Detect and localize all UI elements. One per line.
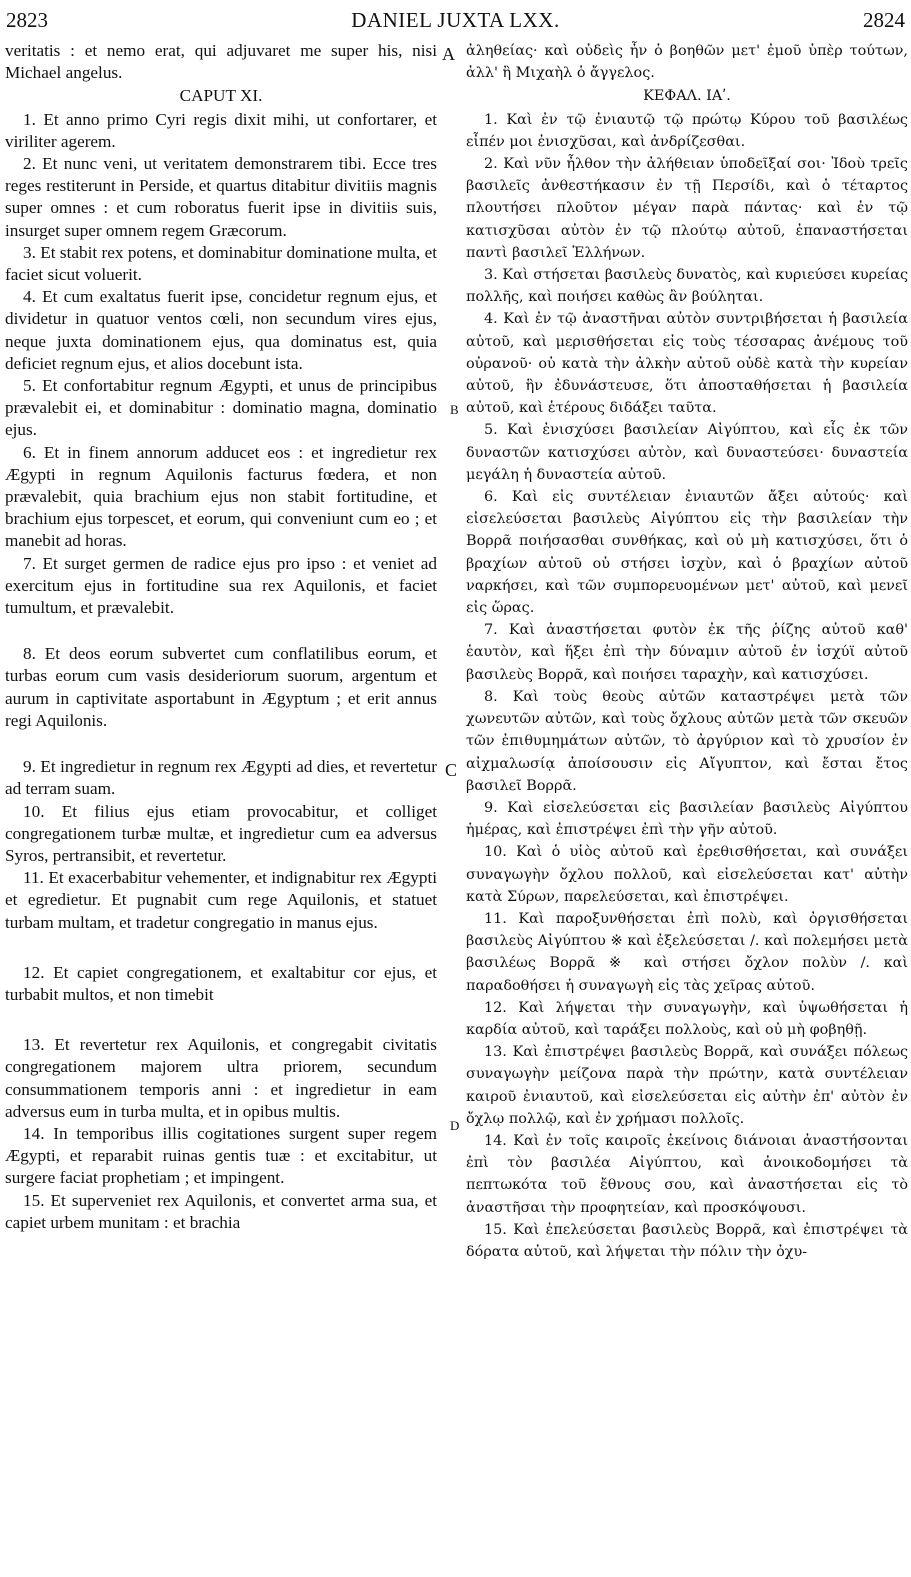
latin-column [5, 40, 437, 1234]
greek-verse-14: 14. Καὶ ἐν τοῖς καιροῖς ἐκείνοις διάνοιαι ἀναστήσονται ἐπὶ τὸν βασιλέα Αἰγύπτου, καὶ ἀνοικοδομήσει τὰ πεπτωκότα τοῦ ἔθνους σου, καὶ ἀναστήσεται εἰς τὸ ἀναστῆσαι τὴν προφητείαν, καὶ προσκόψουσι. [466, 1132, 908, 1216]
greek-verse-6: 6. Καὶ εἰς συντέλειαν ἐνιαυτῶν ἄξει αὐτούς· καὶ εἰσελεύσεται βασιλεὺς Αἰγύπτου εἰς τὴν βασιλείαν τὴν Βορρᾶ ποιήσασθαι συνθήκας, καὶ οὐ μὴ κατισχύσει, ὅτι ὁ βραχίων αὐτοῦ οὐ στήσει ἰσχὺν, καὶ ὁ βραχίων αὐτοῦ ναρκήσει, καὶ τῶν συμπορευομένων μετ' αὐτοῦ, καὶ μενεῖ εἰς ὥρας. [466, 489, 908, 617]
running-header [0, 8, 911, 32]
latin-verse-3: 3. Et stabit rex potens, et dominabitur dominatione multa, et faciet sicut voluerit. [5, 242, 437, 285]
greek-column [466, 40, 908, 1263]
greek-verse-9: 9. Καὶ εἰσελεύσεται εἰς βασιλείαν βασιλεὺς Αἰγύπτου ἡμέρας, καὶ ἐπιστρέψει ἐπὶ τὴν γῆν αὐτοῦ. [466, 799, 908, 839]
greek-verse-4: 4. Καὶ ἐν τῷ ἀναστῆναι αὐτὸν συντριβήσεται ἡ βασιλεία αὐτοῦ, καὶ μερισθήσεται εἰς τοὺς τέσσαρας ἀνέμους τοῦ οὐρανοῦ· οὐ κατὰ τὴν ἀλκὴν αὐτοῦ οὐδὲ κατὰ τὴν κυρείαν αὐτοῦ, ἣν ἐδυνάστευσε, ὅτι ἀποσταθήσεται ἡ βασιλεία αὐτοῦ, καὶ ἑτέρους διδάξει ταῦτα. [466, 311, 908, 417]
latin-verse-14: 14. In temporibus illis cogitationes surgent super regem Ægypti, et reparabit ruinas gentis tuæ : et excitabitur, ut surgere faciat prophetiam ; et impingent. [5, 1123, 437, 1188]
margin-marker-b: B [450, 402, 459, 417]
greek-verse-1: 1. Καὶ ἐν τῷ ἐνιαυτῷ τῷ πρώτῳ Κύρου τοῦ βασιλέως εἶπέν μοι ἐνισχῦσαι, καὶ ἀνδρίζεσθαι. [466, 111, 908, 150]
latin-verse-1: 1. Et anno primo Cyri regis dixit mihi, ut confortarer, et viriliter agerem. [5, 109, 437, 151]
greek-verse-7: 7. Καὶ ἀναστήσεται φυτὸν ἐκ τῆς ῥίζης αὐτοῦ καθ' ἑαυτὸν, καὶ ἥξει ἐπὶ τὴν δύναμιν αὐτοῦ ἐν ἰσχύϊ αὐτοῦ βασιλεὺς Βορρᾶ, καὶ ποιήσει ταραχὴν, καὶ κατισχύσει. [466, 622, 908, 683]
latin-verse-5: 5. Et confortabitur regnum Ægypti, et unus de principibus prævalebit ei, et dominabitur : dominatio magna, dominatio ejus. [5, 376, 437, 440]
latin-intro: veritatis : et nemo erat, qui adjuvaret me super his, nisi Michael angelus. [5, 41, 437, 83]
latin-verse-15: 15. Et superveniet rex Aquilonis, et convertet arma sua, et capiet urbem munitam : et brachia [5, 1190, 437, 1232]
spacer [5, 619, 437, 643]
greek-verse-3: 3. Καὶ στήσεται βασιλεὺς δυνατὸς, καὶ κυριεύσει κυρείας πολλῆς, καὶ ποιήσει καθὼς ἂν βούληται. [466, 267, 908, 306]
latin-verse-8: 8. Et deos eorum subvertet cum conflatilibus eorum, et turbas eorum cum vasis desideriorum suorum, argentum et aurum in captivitate asportabunt in Ægyptum ; et erit annus regi Aquilonis. [5, 644, 437, 730]
margin-marker-a: A [442, 44, 455, 64]
greek-verse-8: 8. Καὶ τοὺς θεοὺς αὐτῶν καταστρέψει μετὰ τῶν χωνευτῶν αὐτῶν, καὶ τοὺς ὄχλους αὐτῶν μετὰ τῶν σκευῶν τῶν ἐπιθυμημάτων αὐτῶν, τὸ ἀργύριον καὶ τὸ χρυσίον ἐν αἰχμαλωσίᾳ ἀποίσουσιν εἰς Αἴγυπτον, καὶ ἔσται ἔτος βασιλεῖ Βορρᾶ. [466, 688, 908, 794]
latin-verse-4: 4. Et cum exaltatus fuerit ipse, concidetur regnum ejus, et dividetur in quatuor ventos cœli, non secundum vires ejus, neque juxta dominationem ejus, qua dominatus est, quia deficiet regnum ejus, et alios docebunt ista. [5, 287, 437, 373]
latin-verse-10: 10. Et filius ejus etiam provocabitur, et colliget congregationem turbæ multæ, et ingredietur cum ea adversus Syros, pertransibit, et revertetur. [5, 801, 437, 865]
greek-verse-11: 11. Καὶ παροξυνθήσεται ἐπὶ πολὺ, καὶ ὀργισθήσεται βασιλεὺς Αἰγύπτου ※ καὶ ἐξελεύσεται /. καὶ πολεμήσει μετὰ βασιλέως Βορρᾶ ※ καὶ στήσει ὄχλον πολὺν /. καὶ παραδοθήσει ἡ συναγωγὴ εἰς τὰς χεῖρας αὐτοῦ. [466, 910, 908, 994]
greek-verse-15: 15. Καὶ ἐπελεύσεται βασιλεὺς Βορρᾶ, καὶ ἐπιστρέψει τὰ δόρατα αὐτοῦ, καὶ λήψεται τὴν πόλιν τὴν ὀχυ- [466, 1221, 908, 1260]
greek-intro: ἀληθείας· καὶ οὐδεὶς ἦν ὁ βοηθῶν μετ' ἐμοῦ ὑπὲρ τούτων, ἀλλ' ἢ Μιχαὴλ ὁ ἄγγελος. [466, 43, 908, 82]
running-title: DANIEL JUXTA LXX. [351, 8, 560, 32]
spacer [5, 934, 437, 962]
latin-verse-6: 6. Et in finem annorum adducet eos : et ingredietur rex Ægypti in regnum Aquilonis facturus fœdera, et non prævalebit, quia brachium ejus non stabit fortitudine, et brachium ejus torpescet, et eorum, qui conveniunt cum eo ; et manebit ad horas. [5, 442, 437, 551]
right-page-number: 2824 [863, 8, 905, 32]
greek-verse-12: 12. Καὶ λήψεται τὴν συναγωγὴν, καὶ ὑψωθήσεται ἡ καρδία αὐτοῦ, καὶ ταράξει πολλοὺς, καὶ οὐ μὴ φοβηθῇ. [466, 999, 908, 1038]
latin-verse-2: 2. Et nunc veni, ut veritatem demonstrarem tibi. Ecce tres reges restiterunt in Perside, et quartus ditabitur divitiis magnis super omnes : et cum roboratus fuerit ipse in divitiis suis, insurget super omnem regem Græcorum. [5, 154, 437, 240]
latin-chapter-heading: CAPUT XI. [179, 86, 263, 106]
latin-verse-9: 9. Et ingredietur in regnum rex Ægypti ad dies, et revertetur ad terram suam. [5, 757, 437, 799]
margin-marker-d: D [450, 1118, 460, 1133]
greek-verse-10: 10. Καὶ ὁ υἱὸς αὐτοῦ καὶ ἐρεθισθήσεται, καὶ συνάξει συναγωγὴν ὄχλου πολλοῦ, καὶ εἰσελεύσεται κατ' αὐτὴν κατὰ Σύρων, παρελεύσεται, καὶ ἐπιστρέψει. [466, 844, 908, 905]
greek-verse-2: 2. Καὶ νῦν ἦλθον τὴν ἀλήθειαν ὑποδεῖξαί σοι· Ἰδοὺ τρεῖς βασιλεῖς ἀνθεστήκασιν ἐν τῇ Περσίδι, καὶ ὁ τέταρτος πλουτήσει πλοῦτον μέγαν παρὰ πάντας· καὶ ἐν τῷ κατισχῦσαι αὐτὸν ἐν τῷ πλούτῳ αὐτοῦ, ἐπαναστήσεται παντὶ βασιλεῖ Ἑλλήνων. [466, 156, 908, 261]
latin-verse-7: 7. Et surget germen de radice ejus pro ipso : et veniet ad exercitum ejus in fortitudine sua rex Aquilonis, et faciet tumultum, et prævalebit. [5, 553, 437, 618]
left-page-number: 2823 [6, 8, 48, 32]
latin-verse-12: 12. Et capiet congregationem, et exaltabitur cor ejus, et turbabit multos, et non timebit [5, 962, 437, 1004]
latin-verse-11: 11. Et exacerbabitur vehementer, et indignabitur rex Ægypti et egredietur. Et pugnabit cum rege Aquilonis, et statuet turbam multam, et tradetur congregatio in manus ejus. [5, 868, 437, 932]
margin-marker-c: C [445, 760, 458, 780]
greek-chapter-heading: ΚΕΦΑΛ. ΙΑʹ. [643, 88, 731, 105]
spacer [5, 732, 437, 756]
greek-verse-13: 13. Καὶ ἐπιστρέψει βασιλεὺς Βορρᾶ, καὶ συνάξει πόλεως συναγωγὴν μείζονα παρὰ τὴν πρώτην, κατὰ συντέλειαν καιροῦ ἐνιαυτοῦ, καὶ εἰσελεύσεται εἰς αὐτὴν ἐπ' αὐτὸν ἐν ὄχλῳ πολλῷ, καὶ ἐν χρήμασι πολλοῖς. [466, 1044, 908, 1127]
spacer [5, 1006, 437, 1034]
greek-verse-5: 5. Καὶ ἐνισχύσει βασιλείαν Αἰγύπτου, καὶ εἷς ἐκ τῶν δυναστῶν κατισχύσει αὐτὸν, καὶ δυναστεύσει· δυναστεία μεγάλη ἡ δυναστεία αὐτοῦ. [466, 422, 908, 483]
latin-verse-13: 13. Et revertetur rex Aquilonis, et congregabit civitatis congregationem majorem ultra priorem, secundum consummationem temporis anni : et ingredietur in eam adversus eum in turba multa, et in opibus multis. [5, 1035, 437, 1121]
